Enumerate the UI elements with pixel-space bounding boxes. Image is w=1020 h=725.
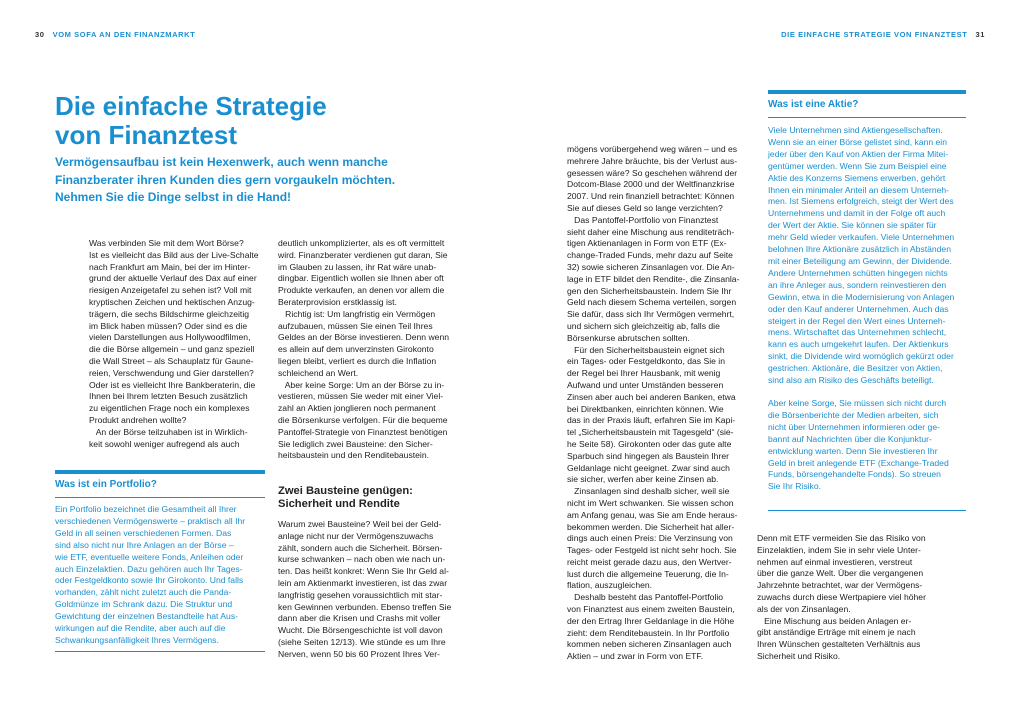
- text-line: kann es auch umgekehrt laufen. Der Aktienkurs: [768, 339, 949, 350]
- text-line: An der Börse teilzuhaben ist in Wirklich-: [89, 426, 248, 437]
- right-header-title: DIE EINFACHE STRATEGIE VON FINANZTEST: [781, 30, 968, 39]
- text-line: mehr Geld wieder verkaufen. Viele Unternehmen: [768, 232, 955, 243]
- body-column-4: [757, 533, 957, 663]
- aktie-box-bottom-rule: [768, 510, 966, 511]
- text-line: sind also nicht nur Ihre Anlagen an der Börse –: [55, 539, 234, 550]
- text-line: Sie lediglich zwei Bausteine: den Sicher-: [278, 438, 433, 449]
- text-line: gentümer werden. Wenn Sie zum Beispiel eine: [768, 160, 947, 171]
- text-line: bekommen werden. Die Sicherheit hat aller-: [567, 521, 735, 532]
- portfolio-box-bottom-rule: [55, 651, 265, 652]
- text-line: reicht meist gerade dazu aus, den Wertver-: [567, 556, 732, 567]
- text-line: Aber keine Sorge, Sie müssen sich nicht durch: [768, 398, 947, 408]
- text-line: auch Einzelaktien. Dazu gehören auch Ihr Tages-: [55, 563, 243, 574]
- text-line: bannt auf Nachrichten über die Konjunktur-: [768, 433, 932, 444]
- text-line: Produkt andrehen wollte?: [89, 414, 187, 425]
- lead-paragraph: [55, 154, 396, 207]
- text-line: entwicklung warten. Denn Sie investieren Ihr: [768, 445, 938, 456]
- text-line: Geld nach diesem Schema verteilen, sorgen: [567, 297, 737, 308]
- text-line: Goldmünze im Schrank dazu. Die Struktur und: [55, 599, 233, 610]
- text-line: verschiedenen Vermögenswerte – praktisch all Ihr: [55, 515, 246, 526]
- text-line: zahl an Aktien jonglieren noch permanent: [278, 403, 436, 414]
- subheading-line: Zwei Bausteine genügen:: [278, 485, 413, 497]
- text-line: vestieren, müssen Sie weder mit einer Viel-: [278, 391, 444, 402]
- text-line: bei Direktbanken, einrichten können. Wie: [567, 403, 724, 414]
- text-line: Gewichtung der einzelnen Bestandteile hat Aus-: [55, 611, 238, 622]
- text-line: Aktie des Konzerns Siemens erwerben, gehört: [768, 172, 946, 183]
- text-line: vielen Darstellungen aus Hollywoodfilmen,: [89, 332, 251, 343]
- text-line: im Glauben zu lassen, ihr Rat wäre unab-: [278, 261, 437, 272]
- aktie-box-divider: [768, 117, 966, 118]
- text-line: Funds, börsengehandelte Fonds). So streuen: [768, 469, 941, 480]
- text-line: oder den Kauf anderer Unternehmen. Auch das: [768, 303, 949, 314]
- text-line: wird. Finanzberater verdienen gut daran, Sie: [278, 249, 448, 260]
- text-line: change-Traded Funds, mehr dazu auf Seite: [567, 250, 733, 261]
- text-line: keit sowohl weniger aufregend als auch: [89, 438, 240, 449]
- text-line: Sie Ihr Risiko.: [768, 481, 822, 492]
- text-line: Wenn sie an einer Börse gelistet sind, kann ein: [768, 136, 947, 147]
- text-line: jeder über den Kauf von Aktien der Firma Mitei-: [768, 148, 949, 159]
- text-line: trägern, die sechs Bildschirme gleichzeitig: [89, 308, 250, 319]
- text-line: sie sicher, werfen aber keine Zinsen ab.: [567, 474, 719, 485]
- text-line: Sparbuch sind hingegen als Baustein Ihrer: [567, 450, 729, 461]
- aktie-box-text: [768, 125, 988, 387]
- text-line: als der von Zinsanlagen.: [757, 603, 851, 614]
- lead-line: Nehmen Sie die Dinge selbst in die Hand!: [55, 190, 292, 204]
- text-line: Produkte verkaufen, an denen vor allem die: [278, 285, 445, 296]
- text-line: mögens vorübergehend weg wären – und es: [567, 144, 738, 154]
- text-line: flation, auszugleichen.: [567, 580, 653, 591]
- text-line: zuwachs durch diese Wertpapiere viel höher: [757, 591, 926, 602]
- text-line: gestrichen. Aktionäre, die Besitzer von Aktien,: [768, 363, 943, 374]
- text-line: Wucht. Die Börsengeschichte ist voll davon: [278, 625, 443, 636]
- text-line: riesigen Anzeigetafel zu sehen ist? Voll mit: [89, 285, 252, 296]
- text-line: Einzelaktien, indem Sie in sehr viele Unter-: [757, 544, 921, 555]
- text-line: dann aber die Krisen und Crashs mit voller: [278, 613, 441, 624]
- body-column-3: [567, 144, 747, 663]
- text-line: der den Ertrag Ihrer Geldanlage in die Höhe: [567, 615, 735, 626]
- body-column-1: [89, 238, 269, 450]
- text-line: Beraterprovision erstklassig ist.: [278, 296, 397, 307]
- page-title-line: von Finanztest: [55, 120, 238, 150]
- text-line: Dotcom-Blase 2000 und der Weltfinanzkrise: [567, 179, 735, 190]
- text-line: Warum zwei Bausteine? Weil bei der Geld-: [278, 519, 442, 529]
- text-line: vorhanden, zählt nicht zuletzt auch die Panda-: [55, 587, 232, 598]
- text-line: anlage nicht nur der Vermögenszuwachs: [278, 530, 434, 541]
- aktie-box-text-continued: [768, 398, 988, 493]
- lead-line: Vermögensaufbau ist kein Hexenwerk, auch wenn manche: [55, 155, 388, 169]
- text-line: die Börsenkurse verfolgen. Für die bequeme: [278, 414, 448, 425]
- text-line: Ihren Wünschen gestalteten Verhältnis aus: [757, 639, 921, 650]
- text-line: mens. Wirtschaftet das Unternehmen schlecht,: [768, 327, 947, 338]
- text-line: ein Tages- oder Festgeldkonto, das Sie in: [567, 356, 725, 367]
- text-line: Geldes an der Börse investieren. Denn wenn: [278, 332, 450, 343]
- text-line: heitsbaustein und den Renditebaustein.: [278, 450, 429, 461]
- text-line: steigert in der Regel den Wert eines Unterneh-: [768, 315, 946, 326]
- text-line: Ist es vielleicht das Bild aus der Live-Schalte: [89, 249, 259, 260]
- text-line: nicht im Wert schwanken. Sie wissen schon: [567, 497, 734, 508]
- text-line: lust durch die allgemeine Teuerung, die In-: [567, 568, 729, 579]
- text-line: ten. Das heißt konkret: Wenn Sie Ihr Geld al-: [278, 566, 449, 577]
- left-page-number: 30: [35, 30, 45, 39]
- left-header-title: VOM SOFA AN DEN FINANZMARKT: [52, 30, 196, 39]
- text-line: Sicherheit und Risiko.: [757, 650, 841, 661]
- text-line: Sie dafür, dass sich Ihr Vermögen vermehrt,: [567, 309, 735, 320]
- text-line: kryptischen Zeichen und hektischen Anzug-: [89, 296, 255, 307]
- text-line: Was verbinden Sie mit dem Wort Börse?: [89, 238, 244, 248]
- portfolio-box-title: Was ist ein Portfolio?: [55, 479, 157, 490]
- text-line: mehrere Jahre bräuchte, bis der Verlust aus-: [567, 155, 738, 166]
- text-line: men. Ist Siemens erfolgreich, steigt der Wert des: [768, 196, 954, 207]
- text-line: Zinsen aber auch bei anderen Banken, etwa: [567, 391, 736, 402]
- text-line: sind also am Risiko des Geschäfts beteiligt.: [768, 375, 934, 386]
- text-line: liegen bleibt, verliert es durch die Inflation: [278, 355, 437, 366]
- text-line: Ein Portfolio bezeichnet die Gesamtheit all Ihrer: [55, 504, 237, 514]
- text-line: die Wall Street – als Schauplatz für Gaune-: [89, 355, 254, 366]
- text-line: Jahrzehnte betrachtet, war der Vermögens-: [757, 580, 923, 591]
- text-line: Das Pantoffel-Portfolio von Finanztest: [567, 214, 719, 225]
- right-page-number: 31: [975, 30, 985, 39]
- subheading-line: Sicherheit und Rendite: [278, 498, 400, 510]
- text-line: Pantoffel-Strategie von Finanztest benötigen: [278, 426, 448, 437]
- lead-line: Finanzberater ihren Kunden dies gern vorgaukeln möchten.: [55, 172, 396, 187]
- text-line: von Finanztest aus einem zweiten Baustein,: [567, 604, 735, 615]
- text-line: über die ganze Welt. Über die vergangenen: [757, 568, 924, 579]
- text-line: wie ETF, eventuelle weitere Fonds, Anleihen oder: [55, 551, 244, 562]
- text-line: he Seite 58). Girokonten oder das gute alte: [567, 438, 732, 449]
- text-line: Schwankungsanfälligkeit Ihres Vermögens.: [55, 634, 219, 645]
- text-line: sieht daher eine Mischung aus renditeträch-: [567, 226, 735, 237]
- text-line: Geld in breit anlegende ETF (Exchange-Traded: [768, 457, 949, 468]
- text-line: schleichend an Wert.: [278, 367, 359, 378]
- text-line: Sie auf dieses Geld so lange verzichten?: [567, 202, 723, 213]
- text-line: Nerven, wenn 50 bis 60 Prozent Ihres Ver-: [278, 648, 440, 659]
- text-line: Richtig ist: Um langfristig ein Vermögen: [278, 308, 436, 319]
- text-line: Deshalb besteht das Pantoffel-Portfolio: [567, 592, 724, 603]
- section-subheading: [278, 485, 413, 511]
- aktie-box-top-bar: [768, 90, 966, 94]
- text-line: tigen Aktienanlagen in Form von ETF (Ex-: [567, 238, 727, 249]
- text-line: mit einer Beteiligung am Gewinn, der Dividende.: [768, 255, 952, 266]
- body-column-2: [278, 238, 458, 462]
- text-line: zu eigentlichen Frage noch ein komplexes: [89, 403, 250, 414]
- text-line: deutlich unkomplizierter, als es oft vermittelt: [278, 238, 445, 248]
- text-line: belohnen Ihre Aktionäre zusätzlich in Abständen: [768, 244, 951, 255]
- text-line: die Börsenberichte der Medien arbeiten, sich: [768, 409, 939, 420]
- text-line: Für den Sicherheitsbaustein eignet sich: [567, 344, 725, 355]
- text-line: nach Frankfurt am Main, bei der im Hinter-: [89, 261, 251, 272]
- text-line: gibt anständige Erträge mit einem je nach: [757, 627, 916, 638]
- text-line: tel „Sicherheitsbaustein mit Tagesgeld“ (sie-: [567, 427, 734, 438]
- text-line: kommen neben sicheren Zinsanlagen auch: [567, 639, 732, 650]
- text-line: Viele Unternehmen sind Aktiengesellschaften.: [768, 125, 943, 135]
- text-line: der Regel bei Ihrer Hausbank, mit wenig: [567, 368, 721, 379]
- text-line: Eine Mischung aus beiden Anlagen er-: [757, 615, 912, 626]
- text-line: nehmen auf einmal investieren, verstreut: [757, 556, 913, 567]
- text-line: 32) sowie sicheren Zinsanlagen vor. Die An-: [567, 261, 735, 272]
- text-line: Denn mit ETF vermeiden Sie das Risiko von: [757, 533, 926, 543]
- text-line: Aktien – und zwar in Form von ETF.: [567, 651, 704, 662]
- text-line: Börsenkurse abrutschen sollten.: [567, 332, 690, 343]
- text-line: gen den Sicherheitsbaustein. Indem Sie Ihr: [567, 285, 732, 296]
- text-line: und sichern sich gleichzeitig ab, falls die: [567, 320, 720, 331]
- page-title: [55, 92, 327, 150]
- text-line: Andere Unternehmen schütten hingegen nichts: [768, 267, 948, 278]
- text-line: dings auch einen Preis: Die Verzinsung von: [567, 533, 733, 544]
- aktie-box-title: Was ist eine Aktie?: [768, 99, 859, 110]
- text-line: lein am Aktienmarkt investieren, ist das zwar: [278, 577, 448, 588]
- text-line: Ihnen bei Ihrem letzten Besuch zusätzlich: [89, 391, 248, 402]
- text-line: wirkungen auf die Rendite, aber auch auf die: [55, 623, 226, 634]
- text-line: Tages- oder Festgeld ist nicht sehr hoch. Sie: [567, 545, 737, 556]
- text-line: lage in ETF bildet den Rendite-, die Zinsanla-: [567, 273, 740, 284]
- right-running-header: [781, 30, 985, 39]
- text-line: Geldanlage nicht geeignet. Zwar sind auch: [567, 462, 730, 473]
- text-line: Unternehmens und damit in der Folge oft auch: [768, 208, 946, 219]
- text-line: am Anfang genau, was Sie am Ende heraus-: [567, 509, 738, 520]
- text-line: an ihre Anleger aus, sondern reinvestieren den: [768, 279, 947, 290]
- text-line: Oder ist es vielleicht Ihre Bankberaterin, die: [89, 379, 256, 390]
- text-line: nicht über Unternehmen informieren oder ge-: [768, 421, 940, 432]
- text-line: ken Gewinnen verbunden. Ebenso treffen Sie: [278, 601, 452, 612]
- text-line: Zinsanlagen sind deshalb sicher, weil sie: [567, 486, 730, 497]
- text-line: langfristig gesehen voraussichtlich mit star-: [278, 589, 443, 600]
- text-line: der Wert der Aktie. Sie können sie später für: [768, 220, 937, 231]
- text-line: gesessen wäre? So geschehen während der: [567, 167, 738, 178]
- text-line: sinkt, die Dividende wird womöglich gekürzt oder: [768, 351, 954, 362]
- text-line: oder Festgeldkonto sowie Ihr Girokonto. Und falls: [55, 575, 244, 586]
- text-line: reien, Verschwendung und Gier darstellen?: [89, 367, 254, 378]
- text-line: Aber keine Sorge: Um an der Börse zu in-: [278, 379, 445, 390]
- text-line: Aufwand und unter Umständen besseren: [567, 379, 724, 390]
- portfolio-box-text: [55, 504, 275, 647]
- text-line: es allein auf dem unverzinsten Girokonto: [278, 344, 434, 355]
- text-line: im Blick haben müssen? Oder sind es die: [89, 320, 248, 331]
- text-line: dingbar. Eigentlich wollen sie Ihnen aber oft: [278, 273, 444, 284]
- text-line: grund der aktuelle Verlauf des Dax auf einer: [89, 273, 257, 284]
- text-line: Gewinn, etwa in die Modernisierung von Anlagen: [768, 291, 955, 302]
- text-line: kurse schwanken – nach oben wie nach un-: [278, 554, 446, 565]
- text-line: (siehe Seiten 12/13). Wie stünde es um Ihre: [278, 636, 446, 647]
- left-running-header: [35, 30, 195, 39]
- text-line: das in der Praxis läuft, erfahren Sie im Kapi-: [567, 415, 736, 426]
- body-column-2-continued: [278, 519, 458, 661]
- text-line: zählt, sondern auch die Sicherheit. Börsen-: [278, 542, 443, 553]
- text-line: 2007. Und rein finanziell betrachtet: Können: [567, 191, 735, 202]
- portfolio-box-top-bar: [55, 470, 265, 474]
- text-line: aufzubauen, müssen Sie einen Teil Ihres: [278, 320, 433, 331]
- text-line: die die Börse allgemein – und ganz speziell: [89, 344, 255, 355]
- portfolio-box-divider: [55, 497, 265, 498]
- text-line: Geld in all seinen verschiedenen Formen. Das: [55, 527, 232, 538]
- page-title-line: Die einfache Strategie: [55, 91, 327, 121]
- text-line: zieht: dem Renditebaustein. In Ihr Portfolio: [567, 627, 730, 638]
- text-line: Ihnen ein minimaler Anteil an diesem Unterneh-: [768, 184, 950, 195]
